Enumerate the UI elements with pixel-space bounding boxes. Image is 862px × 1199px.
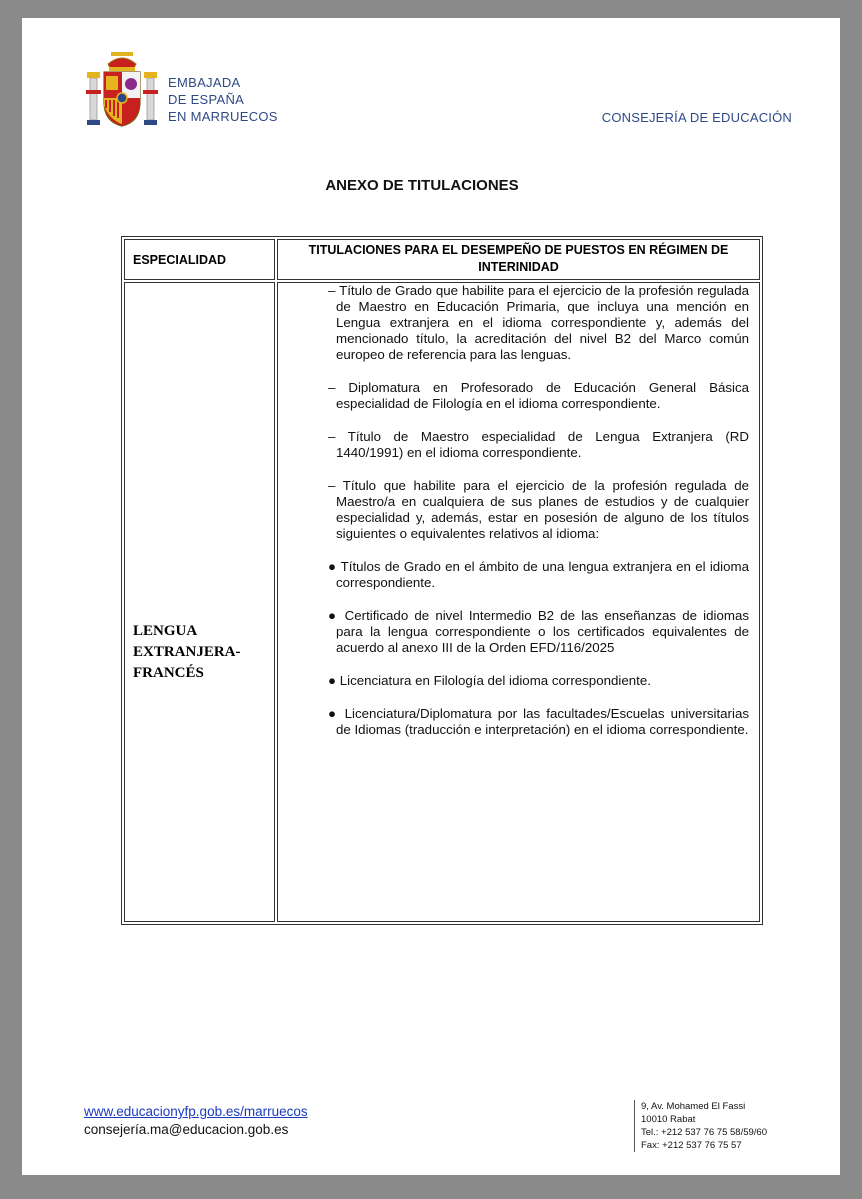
specialty-line: LENGUA [133,622,198,639]
embassy-line: EMBAJADA [168,75,241,90]
list-item: – Título que habilite para el ejercicio de la profesión regulada de Maestro/a en cualquiera de sus planes de estudios y de cualquier especialidad y, además, estar en posesión de alguno de los títulos siguientes o equivalentes relativos al idioma: [328,478,749,541]
footer-contact [84,1103,308,1139]
embassy-name [168,74,278,125]
address-line: Fax: +212 537 76 75 57 [641,1140,742,1151]
document-title: ANEXO DE TITULACIONES [325,177,519,194]
email-text: consejería.ma@educacion.gob.es [84,1122,289,1137]
list-item: ● Títulos de Grado en el ámbito de una lengua extranjera en el idioma correspondiente. [328,559,749,590]
titles-list [278,283,759,738]
table-header-row [124,239,760,280]
specialty-line: FRANCÉS [133,664,204,681]
table-row [124,282,760,922]
address-line: 10010 Rabat [641,1114,696,1125]
list-item: ● Licenciatura/Diplomatura por las facultades/Escuelas universitarias de Idiomas (traducción e interpretación) en el idioma correspondiente. [328,706,749,737]
specialty-line: EXTRANJERA- [133,643,241,660]
specialty-cell [124,282,275,922]
list-item: ● Licenciatura en Filología del idioma correspondiente. [328,673,651,688]
footer-address [634,1100,767,1152]
website-link[interactable]: www.educacionyfp.gob.es/marruecos [84,1104,308,1119]
department-name: CONSEJERÍA DE EDUCACIÓN [601,110,792,125]
list-item: – Título de Grado que habilite para el ejercicio de la profesión regulada de Maestro en Educación Primaria, que incluya una mención en Lengua extranjera en el idioma correspondiente y, además del mencionado título, la acreditación del nivel B2 del Marco común europeo de referencia para las lenguas. [328,283,749,362]
embassy-line: EN MARRUECOS [168,109,278,124]
column-header-specialty: ESPECIALIDAD [124,239,275,280]
list-item: – Título de Maestro especialidad de Lengua Extranjera (RD 1440/1991) en el idioma correspondiente. [328,429,749,460]
list-item: – Diplomatura en Profesorado de Educación General Básica especialidad de Filología en el idioma correspondiente. [328,380,749,411]
qualifications-table [121,236,763,925]
titles-cell [277,282,760,922]
list-item: ● Certificado de nivel Intermedio B2 de las enseñanzas de idiomas para la lengua correspondiente o los certificados equivalentes de acuerdo al anexo III de la Orden EFD/116/2025 [328,608,749,655]
document-page [22,18,840,1175]
address-line: 9, Av. Mohamed El Fassi [641,1101,746,1112]
address-line: Tel.: +212 537 76 75 58/59/60 [641,1127,767,1138]
column-header-titles: TITULACIONES PARA EL DESEMPEÑO DE PUESTOS EN RÉGIMEN DE INTERINIDAD [277,239,760,280]
embassy-line: DE ESPAÑA [168,92,245,107]
specialty-name [125,521,274,684]
coat-of-arms-icon [84,50,160,130]
